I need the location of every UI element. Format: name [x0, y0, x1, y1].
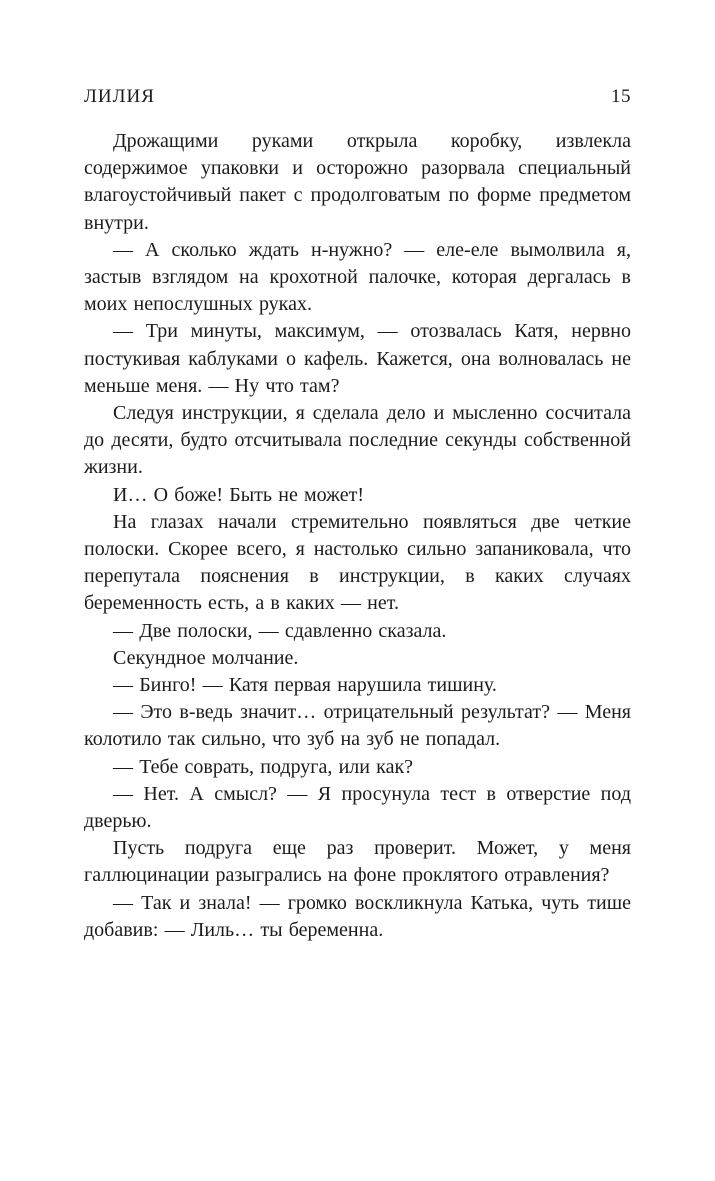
paragraph: Пусть подруга еще раз проверит. Может, у меня галлюцинации разыгрались на фоне проклятого отравления?	[84, 837, 631, 887]
running-head	[84, 86, 631, 108]
running-title: ЛИЛИЯ	[84, 86, 155, 107]
paragraph: Дрожащими руками открыла коробку, извлекла содержимое упаковки и осторожно разорвала специальный влагоустойчивый пакет с продолговатым по форме предметом внутри.	[84, 130, 631, 234]
paragraph: — Две полоски, — сдавленно сказала.	[113, 619, 447, 642]
paragraph: — Бинго! — Катя первая нарушила тишину.	[113, 674, 497, 697]
body-text	[84, 128, 631, 944]
paragraph: На глазах начали стремительно появляться две четкие полоски. Скорее всего, я настолько сильно запаниковала, что перепутала пояснения в инструкции, в каких случаях беременность есть, а в каких — нет.	[84, 510, 631, 615]
paragraph: — Это в-ведь значит… отрицательный результат? — Меня колотило так сильно, что зуб на зуб не попадал.	[84, 701, 631, 751]
paragraph: И… О боже! Быть не может!	[113, 483, 365, 506]
page-number: 15	[611, 86, 631, 107]
paragraph: — Так и знала! — громко воскликнула Катька, чуть тише добавив: — Лиль… ты беременна.	[84, 891, 631, 941]
paragraph: — Нет. А смысл? — Я просунула тест в отверстие под дверью.	[84, 782, 631, 833]
paragraph: Секундное молчание.	[113, 646, 299, 669]
paragraph: — Тебе соврать, подруга, или как?	[113, 755, 414, 778]
paragraph: — А сколько ждать н-нужно? — еле-еле вымолвила я, застыв взглядом на крохотной палочке, которая дергалась в моих непослушных руках.	[84, 238, 631, 316]
paragraph: Следуя инструкции, я сделала дело и мысленно сосчитала до десяти, будто отсчитывала последние секунды собственной жизни.	[84, 402, 631, 479]
paragraph: — Три минуты, максимум, — отозвалась Катя, нервно постукивая каблуками о кафель. Кажется, она волновалась не меньше меня. — Ну что там?	[84, 320, 631, 397]
